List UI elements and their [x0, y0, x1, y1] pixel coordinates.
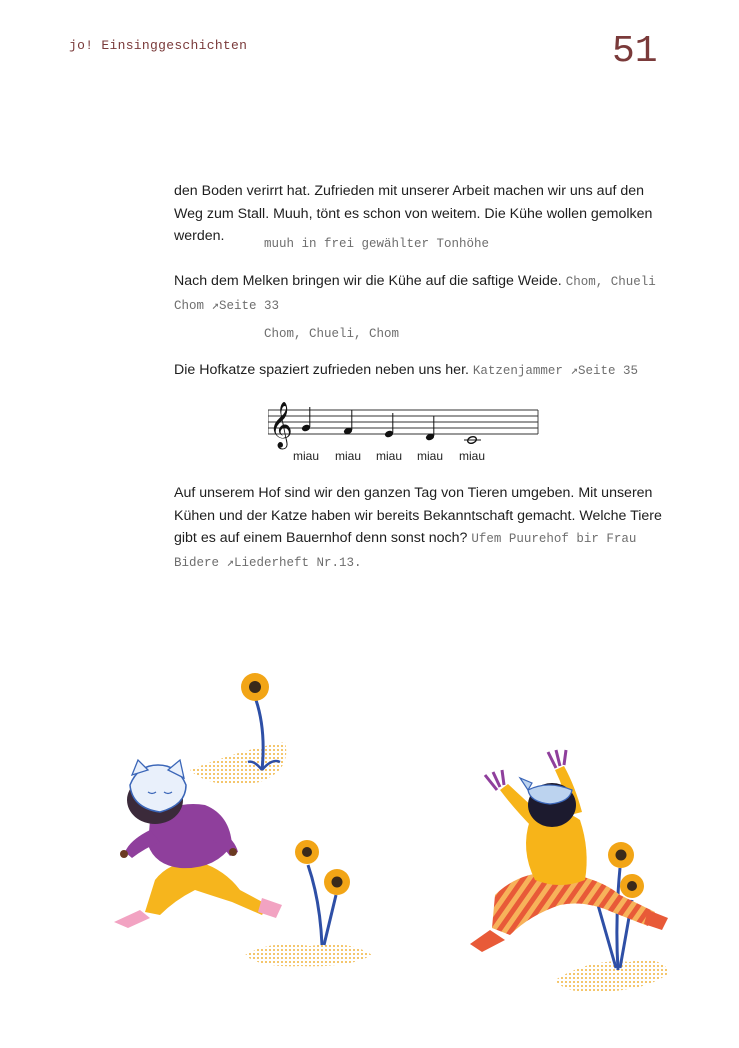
- lyric-syllable: miau: [334, 449, 362, 463]
- half-note: [464, 436, 481, 445]
- note: [343, 410, 353, 435]
- paragraph-tiere: [174, 482, 669, 574]
- lyric-syllable: miau: [458, 449, 486, 463]
- lyric-syllable: miau: [292, 449, 320, 463]
- paragraph-weide-text: Nach dem Melken bringen wir die Kühe auf die saftige Weide.: [174, 273, 562, 289]
- treble-clef-icon: [269, 402, 293, 450]
- svg-text:𝄞: 𝄞: [269, 402, 293, 448]
- paragraph-hofkatze: [174, 359, 669, 383]
- paragraph-tiere-text: Auf unserem Hof sind wir den ganzen Tag von Tieren umgeben. Mit unseren Kühen und der Katze haben wir bereits Bekanntschaft gemacht. Welche Tiere gibt es auf einem Bauernhof denn sonst noch?: [174, 485, 662, 546]
- instruction-chom: Chom, Chueli, Chom: [264, 327, 400, 341]
- music-staff: [268, 398, 543, 466]
- note: [384, 413, 394, 438]
- song-reference-chom[interactable]: Chom, Chueli Chom ↗Seite 33: [174, 275, 656, 313]
- lyric-syllable: miau: [416, 449, 444, 463]
- note: [425, 416, 435, 441]
- ground-patch: [190, 742, 670, 992]
- paragraph-hofkatze-text: Die Hofkatze spaziert zufrieden neben uns her.: [174, 362, 469, 378]
- page-number: 51: [612, 30, 658, 73]
- note: [301, 407, 311, 432]
- running-children-illustration: [0, 600, 739, 1010]
- running-header: jo! Einsinggeschichten: [69, 38, 248, 53]
- song-reference-puurehof[interactable]: Ufem Puurehof bir Frau Bidere ↗Liederheft Nr.13.: [174, 532, 637, 570]
- song-reference-katzenjammer[interactable]: Katzenjammer ↗Seite 35: [472, 364, 638, 378]
- paragraph-weide: [174, 270, 669, 317]
- sunflower-icon: [295, 840, 350, 945]
- lyric-syllable: miau: [375, 449, 403, 463]
- instruction-muuh: muuh in frei gewählter Tonhöhe: [264, 237, 490, 251]
- child-cow-mask-figure: [470, 750, 668, 952]
- child-cat-mask-figure: [114, 760, 282, 928]
- paragraph-stall: den Boden verirrt hat. Zufrieden mit unserer Arbeit machen wir uns auf den Weg zum Stall. Muuh, tönt es schon von weitem. Die Kühe wollen gemolken werden.: [174, 183, 653, 244]
